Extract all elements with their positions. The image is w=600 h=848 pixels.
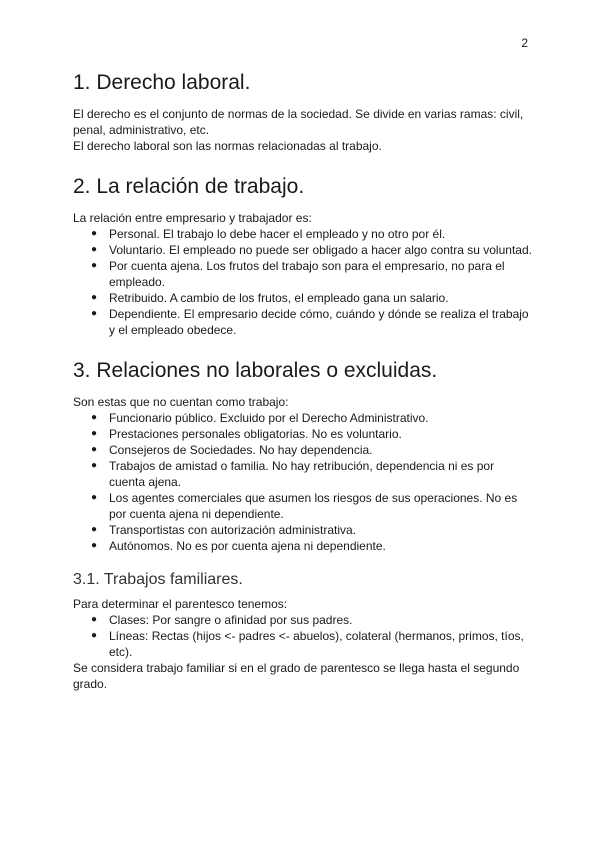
section-2-title: 2. La relación de trabajo. — [73, 175, 305, 198]
list-item: ● Consejeros de Sociedades. No hay dependencia. — [109, 442, 533, 458]
section-1-paragraph-2: El derecho laboral son las normas relacionadas al trabajo. — [73, 139, 382, 153]
list-item: ● Trabajos de amistad o familia. No hay retribución, dependencia ni es por cuenta ajena. — [109, 458, 533, 490]
list-item: ● Autónomos. No es por cuenta ajena ni dependiente. — [109, 538, 533, 554]
list-item: ● Funcionario público. Excluido por el Derecho Administrativo. — [109, 410, 533, 426]
subsection-3-1-intro: Para determinar el parentesco tenemos: — [73, 597, 288, 611]
document-body — [73, 68, 533, 692]
list-item: ● Dependiente. El empresario decide cómo, cuándo y dónde se realiza el trabajo y el empleado obedece. — [109, 306, 533, 338]
list-item: ● Los agentes comerciales que asumen los riesgos de sus operaciones. No es por cuenta ajena ni dependiente. — [109, 490, 533, 522]
subsection-3-1-title: 3.1. Trabajos familiares. — [73, 571, 243, 588]
page-number: 2 — [521, 36, 528, 50]
list-item: ● Transportistas con autorización administrativa. — [109, 522, 533, 538]
subsection-3-1-list — [73, 612, 533, 660]
list-item: ● Personal. El trabajo lo debe hacer el empleado y no otro por él. — [109, 226, 533, 242]
list-item: ● Líneas: Rectas (hijos <- padres <- abuelos), colateral (hermanos, primos, tíos, etc). — [109, 628, 533, 660]
section-3-list — [73, 410, 533, 554]
list-item: ● Clases: Por sangre o afinidad por sus padres. — [109, 612, 533, 628]
list-item: ● Por cuenta ajena. Los frutos del trabajo son para el empresario, no para el empleado. — [109, 258, 533, 290]
section-3-intro: Son estas que no cuentan como trabajo: — [73, 395, 289, 409]
section-1-paragraph-1: El derecho es el conjunto de normas de la sociedad. Se divide en varias ramas: civil, penal, administrativo, etc. — [73, 107, 524, 137]
section-2-list — [73, 226, 533, 338]
section-2-intro: La relación entre empresario y trabajador es: — [73, 211, 312, 225]
list-item: ● Retribuido. A cambio de los frutos, el empleado gana un salario. — [109, 290, 533, 306]
list-item: ● Voluntario. El empleado no puede ser obligado a hacer algo contra su voluntad. — [109, 242, 533, 258]
section-3-title: 3. Relaciones no laborales o excluidas. — [73, 359, 438, 382]
list-item: ● Prestaciones personales obligatorias. No es voluntario. — [109, 426, 533, 442]
section-1-title: 1. Derecho laboral. — [73, 71, 251, 94]
subsection-3-1-conclusion: Se considera trabajo familiar si en el grado de parentesco se llega hasta el segundo grado. — [73, 661, 520, 691]
